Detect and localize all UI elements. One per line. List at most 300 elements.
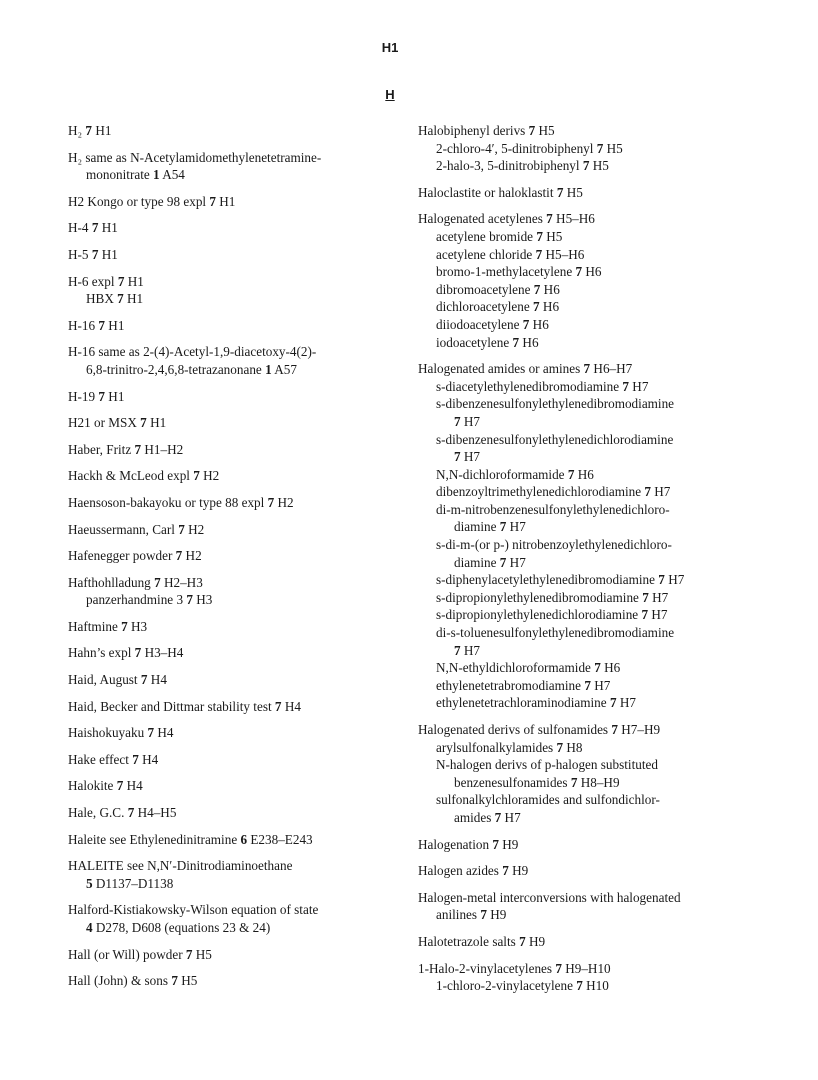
entry-text: dibenzoyltrimethylenedichlorodiamine [436,484,645,500]
volume-number: 7 [584,677,591,693]
page-reference: H1 [98,220,118,236]
index-entry [418,721,748,827]
page-reference: H3 [127,618,148,634]
page-reference: H1 [105,317,125,333]
volume-number: 7 [91,246,99,262]
page-reference: H5 [535,123,555,138]
index-subentry [418,246,748,264]
entry-text: di-s-toluenesulfonylethylenedibromodiamine [436,625,675,641]
index-subentry [68,591,398,609]
index-entry [68,246,398,264]
volume-number: 7 [533,281,541,297]
entry-text: acetylene bromide [436,228,537,244]
entry-text: H21 or MSX [68,415,141,431]
page-reference: H3 [192,592,213,608]
page-reference: H2 [274,494,294,510]
page-reference: H9 [508,863,529,879]
volume-number: 7 [480,907,487,923]
index-entry-line [68,644,398,662]
volume-number: 7 [121,618,128,634]
entry-text: N-halogen derivs of p-halogen substituted [436,757,658,773]
index-entry-line [68,777,398,795]
index-entry [68,574,398,609]
entry-text: s-dibenzenesulfonylethylenedichlorodiamine [436,431,674,447]
entry-text: 1-Halo-2-vinylacetylenes [418,960,556,976]
index-subentry [418,518,748,536]
index-entry [68,149,398,184]
volume-number: 7 [536,228,543,244]
entry-text: Hale, G.C. [68,805,128,821]
index-entry-line [68,122,398,140]
page-reference: H2 [184,521,205,537]
entry-text: ethylenetetrachloraminodiamine [436,695,610,711]
entry-text: 1-chloro-2-vinylacetylene [436,978,577,994]
page-reference: A57 [271,361,297,377]
index-entry [418,960,748,995]
volume-number: 7 [555,960,562,976]
entry-text: amides [454,809,495,825]
volume-number: 7 [575,264,583,280]
volume-number: 7 [134,441,142,457]
index-subentry [418,228,748,246]
index-entry-line [68,751,398,769]
volume-number: 7 [567,466,575,482]
index-entry [418,836,748,854]
index-entry-line [68,317,398,335]
page-reference: H5 [589,158,609,174]
volume-number: 7 [594,660,601,676]
index-entry-line [68,361,398,379]
index-entry-line [418,862,748,880]
index-entry-line [68,246,398,264]
index-subentry [418,157,748,175]
index-entry [68,467,398,485]
index-subentry [418,659,748,677]
entry-text: H₂ same as N-Acetylamidomethylenetetramine- [68,149,322,165]
index-entry-line [418,933,748,951]
index-entry [68,273,398,308]
index-subentry [418,413,748,431]
page-reference: H7 [648,607,668,623]
index-entry-line [68,388,398,406]
entry-text: N,N-ethyldichloroformamide [436,660,595,676]
entry-text: anilines [436,907,481,923]
entry-text: Hake effect [68,751,133,767]
index-entry-line [68,166,398,184]
volume-number: 1 [265,361,272,377]
entry-text: H-16 same as 2-(4)-Acetyl-1,9-diacetoxy-4(2)- [68,344,317,360]
page-reference: H1 [124,273,144,289]
page-number: H1 [381,40,399,55]
volume-number: 7 [644,484,651,500]
index-entry [68,857,398,892]
index-entry-line [68,343,398,361]
entry-text: Halogen-metal interconversions with halogenated [418,889,681,905]
index-subentry [418,431,748,449]
entry-text: s-diacetylethylenedibromodiamine [436,378,623,394]
page-reference: H5 [542,228,563,244]
entry-text: arylsulfonalkylamides [436,739,557,755]
volume-number: 7 [91,220,99,236]
index-entry [68,901,398,936]
entry-text: Halokite [68,778,117,794]
index-entry-line [418,122,748,140]
entry-text: Hahn’s expl [68,645,135,661]
volume-number: 7 [499,554,507,570]
index-entry-line [68,901,398,919]
index-entry-line [418,906,748,924]
page-reference: H7–H9 [617,722,661,737]
entry-text: Halford-Kistiakowsky-Wilson equation of state [68,902,319,918]
page-reference: H5 [177,973,198,989]
volume-number: 7 [528,123,536,138]
volume-number: 7 [209,193,216,209]
volume-number: 7 [116,778,124,794]
volume-number: 7 [499,519,507,535]
index-entry-line [418,721,748,739]
index-entry-line [68,414,398,432]
entry-text: Halogenated derivs of sulfonamides [418,722,612,737]
index-entry-line [418,184,748,202]
index-entry [68,414,398,432]
volume-number: 7 [609,695,617,711]
volume-number: 7 [134,645,142,661]
index-subentry [418,140,748,158]
index-entry-line [68,521,398,539]
entry-text: bromo-1-methylacetylene [436,264,576,280]
entry-text: Hafenegger powder [68,548,176,564]
page-reference: H6 [539,299,560,315]
section-heading: H [385,87,395,102]
index-entry-line [418,960,748,978]
volume-number: 5 [86,875,93,891]
volume-number: 7 [186,592,193,608]
index-subentry [418,809,748,827]
index-entry [68,547,398,565]
index-entry [68,724,398,742]
entry-text: HALEITE see N,N′-Dinitrodiaminoethane [68,858,293,874]
index-entry-line [68,574,398,592]
volume-number: 7 [274,698,282,714]
index-subentry [418,606,748,624]
page-reference: H5–H6 [542,246,585,262]
page-reference: H5 [192,946,212,962]
page-reference: H1 [123,291,144,307]
entry-text: H-16 [68,317,99,333]
index-entry-line [68,946,398,964]
index-subentry [418,501,748,519]
index-entry-line [68,698,398,716]
index-entry [68,122,398,140]
entry-text: diamine [454,519,500,535]
volume-number: 1 [153,167,160,183]
entry-text: Halogen azides [418,863,503,879]
index-entry [68,751,398,769]
index-entry [68,698,398,716]
index-entry [418,122,748,175]
page-reference: H5 [563,184,583,200]
entry-text: Halotetrazole salts [418,933,520,949]
index-entry [418,210,748,351]
index-entry-line [68,671,398,689]
entry-text: 2-halo-3, 5-dinitrobiphenyl [436,158,583,174]
page-reference: H7 [506,519,526,535]
index-entry [68,441,398,459]
page-reference: H4 [123,778,143,794]
index-entry [418,933,748,951]
page-reference: H1–H2 [141,441,184,457]
index-subentry [418,677,748,695]
index-entry-line [68,547,398,565]
page-reference: H9 [486,907,507,923]
page-reference: H6–H7 [590,361,633,377]
index-entry-line [68,193,398,211]
index-entry-line [68,273,398,291]
index-entry-line [68,494,398,512]
index-entry-line [68,831,398,849]
index-subentry [418,589,748,607]
index-subentry [418,756,748,774]
index-entry [68,831,398,849]
page-reference: H7 [616,695,636,711]
index-entry [418,889,748,924]
entry-text: H2 Kongo or type 98 expl [68,193,210,209]
volume-number: 7 [454,642,461,658]
volume-number: 7 [117,273,125,289]
page-reference: H7 [650,484,671,500]
index-subentry [418,624,748,642]
volume-number: 7 [535,246,543,262]
page-reference: H9 [525,933,546,949]
entry-text: Haishokuyaku [68,725,148,741]
entry-text: Halogenated acetylenes [418,211,547,227]
entry-text: mononitrate [86,167,154,183]
volume-number: 7 [98,317,105,333]
volume-number: 7 [132,751,139,767]
page-reference: H7 [664,572,685,588]
entry-text: s-dipropionylethylenedichlorodiamine [436,607,642,623]
page-reference: H1 [98,246,118,262]
index-entry-line [68,724,398,742]
volume-number: 7 [533,299,540,315]
page-reference: H1 [92,123,112,138]
volume-number: 7 [596,140,604,156]
index-subentry [418,791,748,809]
index-subentry [418,536,748,554]
volume-number: 7 [611,722,618,737]
entry-text: diiodoacetylene [436,316,523,332]
index-entry-line [68,857,398,875]
index-subentry [418,263,748,281]
volume-number: 7 [512,334,520,350]
page-reference: H5 [603,140,623,156]
entry-text: Halogenated amides or amines [418,361,584,377]
entry-text: s-dipropionylethylenedibromodiamine [436,589,643,605]
entry-text: s-diphenylacetylethylenedibromodiamine [436,572,659,588]
volume-number: 7 [502,863,509,879]
volume-number: 7 [494,809,502,825]
entry-text: Haeussermann, Carl [68,521,179,537]
volume-number: 7 [147,725,155,741]
volume-number: 7 [193,468,200,484]
volume-number: 7 [658,572,665,588]
entry-text: ethylenetetrabromodiamine [436,677,585,693]
index-entry [68,644,398,662]
volume-number: 7 [492,836,499,852]
volume-number: 7 [171,973,178,989]
page-reference: H6 [519,334,539,350]
index-entry-line [68,441,398,459]
index-entry [68,777,398,795]
volume-number: 7 [185,946,193,962]
entry-text: Haftmine [68,618,122,634]
index-entry-line [418,360,748,378]
index-entry [418,360,748,712]
volume-number: 7 [576,978,583,994]
page-reference: H4 [138,751,159,767]
entry-text: H₂ [68,123,86,138]
page-reference: H7 [506,554,526,570]
index-entry-line [68,919,398,937]
index-entry [68,343,398,378]
index-entry [68,618,398,636]
entry-text: Hall (or Will) powder [68,946,186,962]
index-entry-line [68,875,398,893]
index-subentry [418,739,748,757]
entry-text: Haloclastite or haloklastit [418,184,557,200]
page-reference: D1137–D1138 [92,875,174,891]
page-reference: H1 [215,193,236,209]
page-reference: D278, D608 (equations 23 & 24) [92,920,271,935]
page-reference: H2 [182,548,202,564]
index-subentry [418,483,748,501]
volume-number: 7 [642,589,649,605]
page-reference: H7 [460,449,481,465]
page-reference: H10 [582,978,609,994]
entry-text: 6,8-trinitro-2,4,6,8-tetrazanonane [86,361,266,377]
volume-number: 7 [140,672,148,688]
volume-number: 7 [127,805,135,821]
volume-number: 7 [583,361,591,377]
index-subentry [418,694,748,712]
page-reference: H4 [281,698,301,714]
index-subentry [418,395,748,413]
index-entry [68,671,398,689]
index-subentry [418,378,748,396]
entry-text: N,N-dichloroformamide [436,466,568,482]
page-reference: H7 [648,589,669,605]
volume-number: 7 [546,211,553,227]
index-entry-line [68,149,398,167]
index-entry [418,184,748,202]
index-entry-line [68,618,398,636]
index-entry-line [68,219,398,237]
page-reference: H8–H9 [577,774,620,790]
index-subentry [418,571,748,589]
page-reference: E238–E243 [247,831,313,847]
entry-text: H-6 expl [68,273,118,289]
entry-text: Halobiphenyl derivs [418,123,529,138]
page-reference: H3–H4 [141,645,184,661]
page-reference: A54 [159,167,185,183]
index-entry-line [68,972,398,990]
page-reference: H7 [590,677,611,693]
page-reference: H4 [147,672,167,688]
index-entry [68,317,398,335]
page-reference: H8 [563,739,583,755]
entry-text: dichloroacetylene [436,299,534,315]
page-reference: H2–H3 [160,574,203,590]
entry-text: 2-chloro-4′, 5-dinitrobiphenyl [436,140,597,156]
entry-text: Hackh & McLeod expl [68,468,194,484]
entry-text: s-dibenzenesulfonylethylenedibromodiamine [436,396,675,412]
entry-text: Haid, Becker and Dittmar stability test [68,698,275,714]
entry-text: Haleite see Ethylenedinitramine [68,831,241,847]
index-entry [68,388,398,406]
page-reference: H9–H10 [561,960,611,976]
volume-number: 7 [570,774,578,790]
entry-text: acetylene chloride [436,246,536,262]
page-reference: H1 [146,415,167,431]
page-reference: H1 [105,388,125,404]
index-column-left [68,122,398,999]
volume-number: 7 [117,291,124,307]
page-reference: H6 [574,466,594,482]
page-reference: H7 [501,809,521,825]
entry-text: Hafthohlladung [68,574,155,590]
page-reference: H4 [154,725,174,741]
page-reference: H7 [460,642,481,658]
index-subentry [418,554,748,572]
index-subentry [418,316,748,334]
entry-text: HBX [86,291,118,307]
index-subentry [418,642,748,660]
page-reference: H6 [540,281,560,297]
volume-number: 7 [454,413,461,429]
index-subentry [418,774,748,792]
index-entry-line [418,210,748,228]
index-entry [68,521,398,539]
index-subentry [68,290,398,308]
entry-text: Hall (John) & sons [68,973,172,989]
entry-text: diamine [454,554,500,570]
index-entry [68,946,398,964]
volume-number: 7 [519,933,526,949]
volume-number: 7 [556,184,564,200]
volume-number: 7 [641,607,649,623]
index-entry [68,804,398,822]
index-subentry [418,298,748,316]
entry-text: benzenesulfonamides [454,774,571,790]
entry-text: Haid, August [68,672,141,688]
entry-text: dibromoacetylene [436,281,534,297]
volume-number: 7 [522,316,530,332]
entry-text: panzerhandmine 3 [86,592,187,608]
index-entry-line [418,836,748,854]
index-entry-line [68,804,398,822]
page-reference: H6 [582,264,602,280]
volume-number: 7 [140,415,147,431]
volume-number: 7 [175,548,183,564]
index-entry [68,219,398,237]
index-entry [68,193,398,211]
volume-number: 6 [240,831,248,847]
volume-number: 7 [582,158,590,174]
page-reference: H2 [199,468,220,484]
index-entry [68,972,398,990]
page-reference: H7 [629,378,649,394]
volume-number: 7 [85,123,93,138]
